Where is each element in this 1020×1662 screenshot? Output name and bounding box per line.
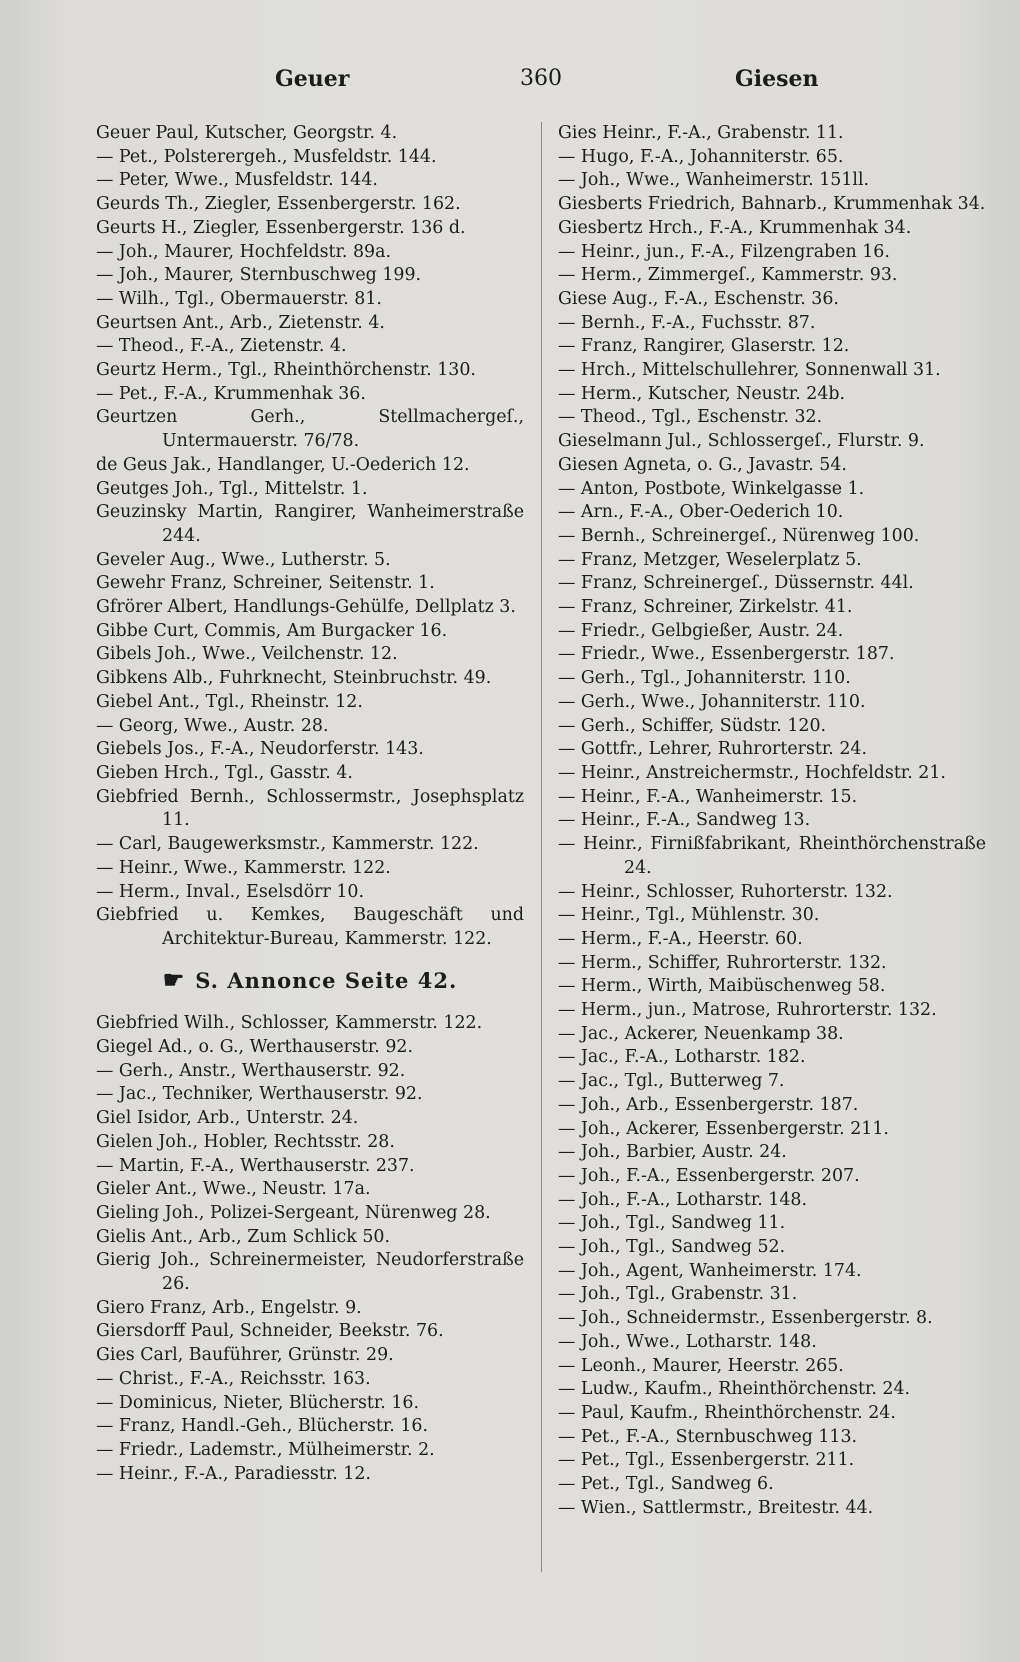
directory-entry: — Joh., Maurer, Sternbuschweg 199.	[96, 265, 422, 286]
directory-entry: — Ludw., Kaufm., Rheinthörchenstr. 24.	[558, 1379, 911, 1400]
page-number: 360	[520, 66, 562, 91]
directory-entry: — Joh., Schneidermstr., Essenbergerstr. 8.	[558, 1308, 933, 1329]
directory-entry: Gieling Joh., Polizei-Sergeant, Nürenweg 28.	[96, 1202, 491, 1223]
directory-entry: — Gerh., Anstr., Werthauserstr. 92.	[96, 1060, 406, 1081]
directory-entry: Giero Franz, Arb., Engelstr. 9.	[96, 1297, 362, 1318]
directory-entry: Giegel Ad., o. G., Werthauserstr. 92.	[96, 1037, 413, 1058]
directory-entry: Geuer Paul, Kutscher, Georgstr. 4.	[96, 123, 398, 143]
column-divider	[541, 122, 542, 1572]
directory-entry: — Hugo, F.-A., Johanniterstr. 65.	[558, 146, 844, 167]
directory-entry: — Georg, Wwe., Austr. 28.	[96, 715, 329, 736]
directory-entry: — Heinr., Wwe., Kammerstr. 122.	[96, 857, 391, 878]
directory-entry: — Joh., Agent, Wanheimerstr. 174.	[558, 1260, 862, 1281]
directory-entry: — Heinr., Firnißfabrikant, Rheinthörchenstraße 24.	[558, 834, 986, 878]
directory-entry: — Christ., F.-A., Reichsstr. 163.	[96, 1368, 371, 1389]
directory-entry: — Theod., Tgl., Eschenstr. 32.	[558, 407, 823, 428]
directory-entry: — Joh., Wwe., Lotharstr. 148.	[558, 1331, 817, 1352]
directory-entry: Giese Aug., F.-A., Eschenstr. 36.	[558, 288, 839, 309]
directory-entry: — Arn., F.-A., Ober-Oederich 10.	[558, 502, 844, 523]
directory-entry: Giebfried Wilh., Schlosser, Kammerstr. 122.	[96, 1013, 483, 1034]
directory-entry: — Pet., Tgl., Sandweg 6.	[558, 1474, 774, 1495]
directory-entry: — Friedr., Wwe., Essenbergerstr. 187.	[558, 644, 895, 665]
directory-entry: Geveler Aug., Wwe., Lutherstr. 5.	[96, 549, 391, 570]
directory-entry: Gieler Ant., Wwe., Neustr. 17a.	[96, 1179, 371, 1200]
directory-entry: Geurtsen Ant., Arb., Zietenstr. 4.	[96, 312, 385, 333]
directory-entry: — Theod., F.-A., Zietenstr. 4.	[96, 336, 347, 357]
directory-entry: — Gottfr., Lehrer, Ruhrorterstr. 24.	[558, 739, 867, 760]
header-left-keyword: Geuer	[275, 66, 350, 92]
directory-entry: — Franz, Rangirer, Glaserstr. 12.	[558, 336, 850, 357]
directory-entry: — Martin, F.-A., Werthauserstr. 237.	[96, 1155, 415, 1176]
directory-entry: de Geus Jak., Handlanger, U.-Oederich 12.	[96, 454, 470, 475]
directory-entry: Geutges Joh., Tgl., Mittelstr. 1.	[96, 478, 368, 499]
directory-entry: — Heinr., jun., F.-A., Filzengraben 16.	[558, 241, 890, 262]
directory-entry: — Joh., Maurer, Hochfeldstr. 89a.	[96, 241, 391, 262]
directory-entry: — Joh., Wwe., Wanheimerstr. 151ll.	[558, 170, 870, 191]
directory-entry: Geurds Th., Ziegler, Essenbergerstr. 162.	[96, 194, 461, 215]
directory-entry: — Paul, Kaufm., Rheinthörchenstr. 24.	[558, 1402, 896, 1423]
annonce-text: S. Annonce Seite 42.	[195, 967, 458, 993]
left-entry-list-2	[96, 1012, 524, 1486]
directory-entry: — Hrch., Mittelschullehrer, Sonnenwall 31.	[558, 360, 941, 381]
directory-entry: — Jac., Tgl., Butterweg 7.	[558, 1071, 785, 1092]
directory-entry: Gibels Joh., Wwe., Veilchenstr. 12.	[96, 644, 398, 665]
directory-entry: — Joh., Barbier, Austr. 24.	[558, 1142, 787, 1163]
directory-entry: — Heinr., F.-A., Wanheimerstr. 15.	[558, 786, 858, 807]
directory-entry: — Peter, Wwe., Musfeldstr. 144.	[96, 170, 378, 191]
directory-entry: Gierig Joh., Schreinermeister, Neudorferstraße 26.	[96, 1250, 524, 1295]
directory-entry: Giel Isidor, Arb., Unterstr. 24.	[96, 1108, 359, 1129]
directory-entry: — Joh., Tgl., Grabenstr. 31.	[558, 1284, 798, 1305]
left-column	[96, 122, 524, 1486]
directory-entry: — Jac., F.-A., Lotharstr. 182.	[558, 1047, 806, 1068]
directory-entry: — Gerh., Schiffer, Südstr. 120.	[558, 715, 827, 736]
directory-entry: Giesbertz Hrch., F.-A., Krummenhak 34.	[558, 217, 912, 238]
directory-entry: — Wilh., Tgl., Obermauerstr. 81.	[96, 288, 382, 309]
directory-entry: — Heinr., F.-A., Sandweg 13.	[558, 810, 811, 831]
directory-entry: — Friedr., Lademstr., Mülheimerstr. 2.	[96, 1439, 435, 1460]
directory-entry: — Bernh., Schreinergeſ., Nürenweg 100.	[558, 525, 920, 546]
directory-entry: — Herm., F.-A., Heerstr. 60.	[558, 928, 803, 949]
directory-entry: Gielen Joh., Hobler, Rechtsstr. 28.	[96, 1131, 395, 1152]
directory-entry: Geurtz Herm., Tgl., Rheinthörchenstr. 130.	[96, 360, 476, 381]
directory-entry: — Franz, Metzger, Weselerplatz 5.	[558, 549, 862, 570]
directory-entry: — Herm., Kutscher, Neustr. 24b.	[558, 383, 846, 404]
directory-entry: Giebfried Bernh., Schlossermstr., Josephsplatz 11.	[96, 786, 524, 831]
directory-entry: — Friedr., Gelbgießer, Austr. 24.	[558, 620, 844, 641]
directory-entry: Giesen Agneta, o. G., Javastr. 54.	[558, 454, 847, 475]
directory-entry: Gibbe Curt, Commis, Am Burgacker 16.	[96, 620, 448, 641]
pointing-hand-icon: ☛	[162, 964, 186, 994]
directory-entry: Giesberts Friedrich, Bahnarb., Krummenhak 34.	[558, 194, 986, 215]
directory-entry: — Joh., Arb., Essenbergerstr. 187.	[558, 1094, 859, 1115]
left-entry-list	[96, 122, 524, 952]
directory-entry: — Joh., F.-A., Essenbergerstr. 207.	[558, 1165, 860, 1186]
header-right-keyword: Giesen	[735, 66, 819, 92]
directory-entry: — Herm., Schiffer, Ruhrorterstr. 132.	[558, 952, 887, 973]
directory-entry: Giebels Jos., F.-A., Neudorferstr. 143.	[96, 739, 424, 760]
directory-entry: — Bernh., F.-A., Fuchsstr. 87.	[558, 312, 816, 333]
directory-entry: — Carl, Baugewerksmstr., Kammerstr. 122.	[96, 834, 479, 855]
directory-entry: — Pet., F.-A., Krummenhak 36.	[96, 383, 366, 404]
directory-entry: — Gerh., Tgl., Johanniterstr. 110.	[558, 668, 851, 689]
directory-entry: Gieselmann Jul., Schlossergeſ., Flurstr. 9.	[558, 431, 925, 452]
directory-entry: — Herm., Zimmergeſ., Kammerstr. 93.	[558, 265, 898, 286]
directory-entry: — Gerh., Wwe., Johanniterstr. 110.	[558, 691, 866, 712]
directory-entry: — Joh., Tgl., Sandweg 52.	[558, 1237, 786, 1258]
directory-entry: Giebfried u. Kemkes, Baugeschäft und Architektur-Bureau, Kammerstr. 122.	[96, 905, 524, 949]
directory-entry: — Dominicus, Nieter, Blücherstr. 16.	[96, 1392, 419, 1413]
directory-entry: — Joh., Tgl., Sandweg 11.	[558, 1213, 786, 1234]
directory-entry: Geuzinsky Martin, Rangirer, Wanheimerstraße 244.	[96, 502, 524, 546]
directory-entry: Geurtzen Gerh., Stellmachergeſ., Untermauerstr. 76/78.	[96, 407, 524, 452]
directory-entry: Gies Carl, Bauführer, Grünstr. 29.	[96, 1345, 394, 1366]
directory-entry: Gieben Hrch., Tgl., Gasstr. 4.	[96, 762, 353, 783]
directory-entry: Giebel Ant., Tgl., Rheinstr. 12.	[96, 691, 363, 712]
directory-entry: — Joh., F.-A., Lotharstr. 148.	[558, 1189, 808, 1210]
directory-entry: — Jac., Ackerer, Neuenkamp 38.	[558, 1023, 844, 1044]
directory-entry: Gfrörer Albert, Handlungs-Gehülfe, Dellplatz 3.	[96, 597, 516, 618]
page-header	[95, 66, 970, 106]
directory-entry: — Heinr., Anstreichermstr., Hochfeldstr. 21.	[558, 762, 946, 783]
directory-entry: — Pet., F.-A., Sternbuschweg 113.	[558, 1426, 858, 1447]
directory-entry: — Franz, Schreinergeſ., Düssernstr. 44l.	[558, 573, 914, 594]
directory-entry: Geurts H., Ziegler, Essenbergerstr. 136 d.	[96, 217, 466, 238]
directory-entry: — Joh., Ackerer, Essenbergerstr. 211.	[558, 1118, 889, 1139]
directory-entry: — Heinr., Tgl., Mühlenstr. 30.	[558, 905, 820, 926]
directory-entry: Gewehr Franz, Schreiner, Seitenstr. 1.	[96, 573, 435, 594]
directory-entry: Giersdorff Paul, Schneider, Beekstr. 76.	[96, 1321, 444, 1342]
directory-entry: — Wien., Sattlermstr., Breitestr. 44.	[558, 1497, 874, 1518]
right-column	[558, 122, 986, 1520]
directory-entry: Gielis Ant., Arb., Zum Schlick 50.	[96, 1226, 390, 1247]
directory-entry: — Franz, Schreiner, Zirkelstr. 41.	[558, 597, 853, 618]
directory-entry: — Heinr., Schlosser, Ruhorterstr. 132.	[558, 881, 893, 902]
directory-entry: — Leonh., Maurer, Heerstr. 265.	[558, 1355, 844, 1376]
annonce-notice	[96, 964, 524, 994]
directory-entry: Gies Heinr., F.-A., Grabenstr. 11.	[558, 123, 844, 143]
directory-entry: — Herm., jun., Matrose, Ruhrorterstr. 132.	[558, 1000, 937, 1021]
directory-entry: Gibkens Alb., Fuhrknecht, Steinbruchstr. 49.	[96, 668, 492, 689]
right-entry-list	[558, 122, 986, 1520]
directory-entry: — Jac., Techniker, Werthauserstr. 92.	[96, 1084, 423, 1105]
directory-entry: — Franz, Handl.-Geh., Blücherstr. 16.	[96, 1416, 429, 1437]
directory-entry: — Pet., Tgl., Essenbergerstr. 211.	[558, 1450, 855, 1471]
directory-entry: — Herm., Wirth, Maibüschenweg 58.	[558, 976, 886, 997]
directory-entry: — Herm., Inval., Eselsdörr 10.	[96, 881, 364, 902]
directory-entry: — Heinr., F.-A., Paradiesstr. 12.	[96, 1463, 371, 1484]
directory-entry: — Pet., Polsterergeh., Musfeldstr. 144.	[96, 146, 437, 167]
directory-entry: — Anton, Postbote, Winkelgasse 1.	[558, 478, 865, 499]
